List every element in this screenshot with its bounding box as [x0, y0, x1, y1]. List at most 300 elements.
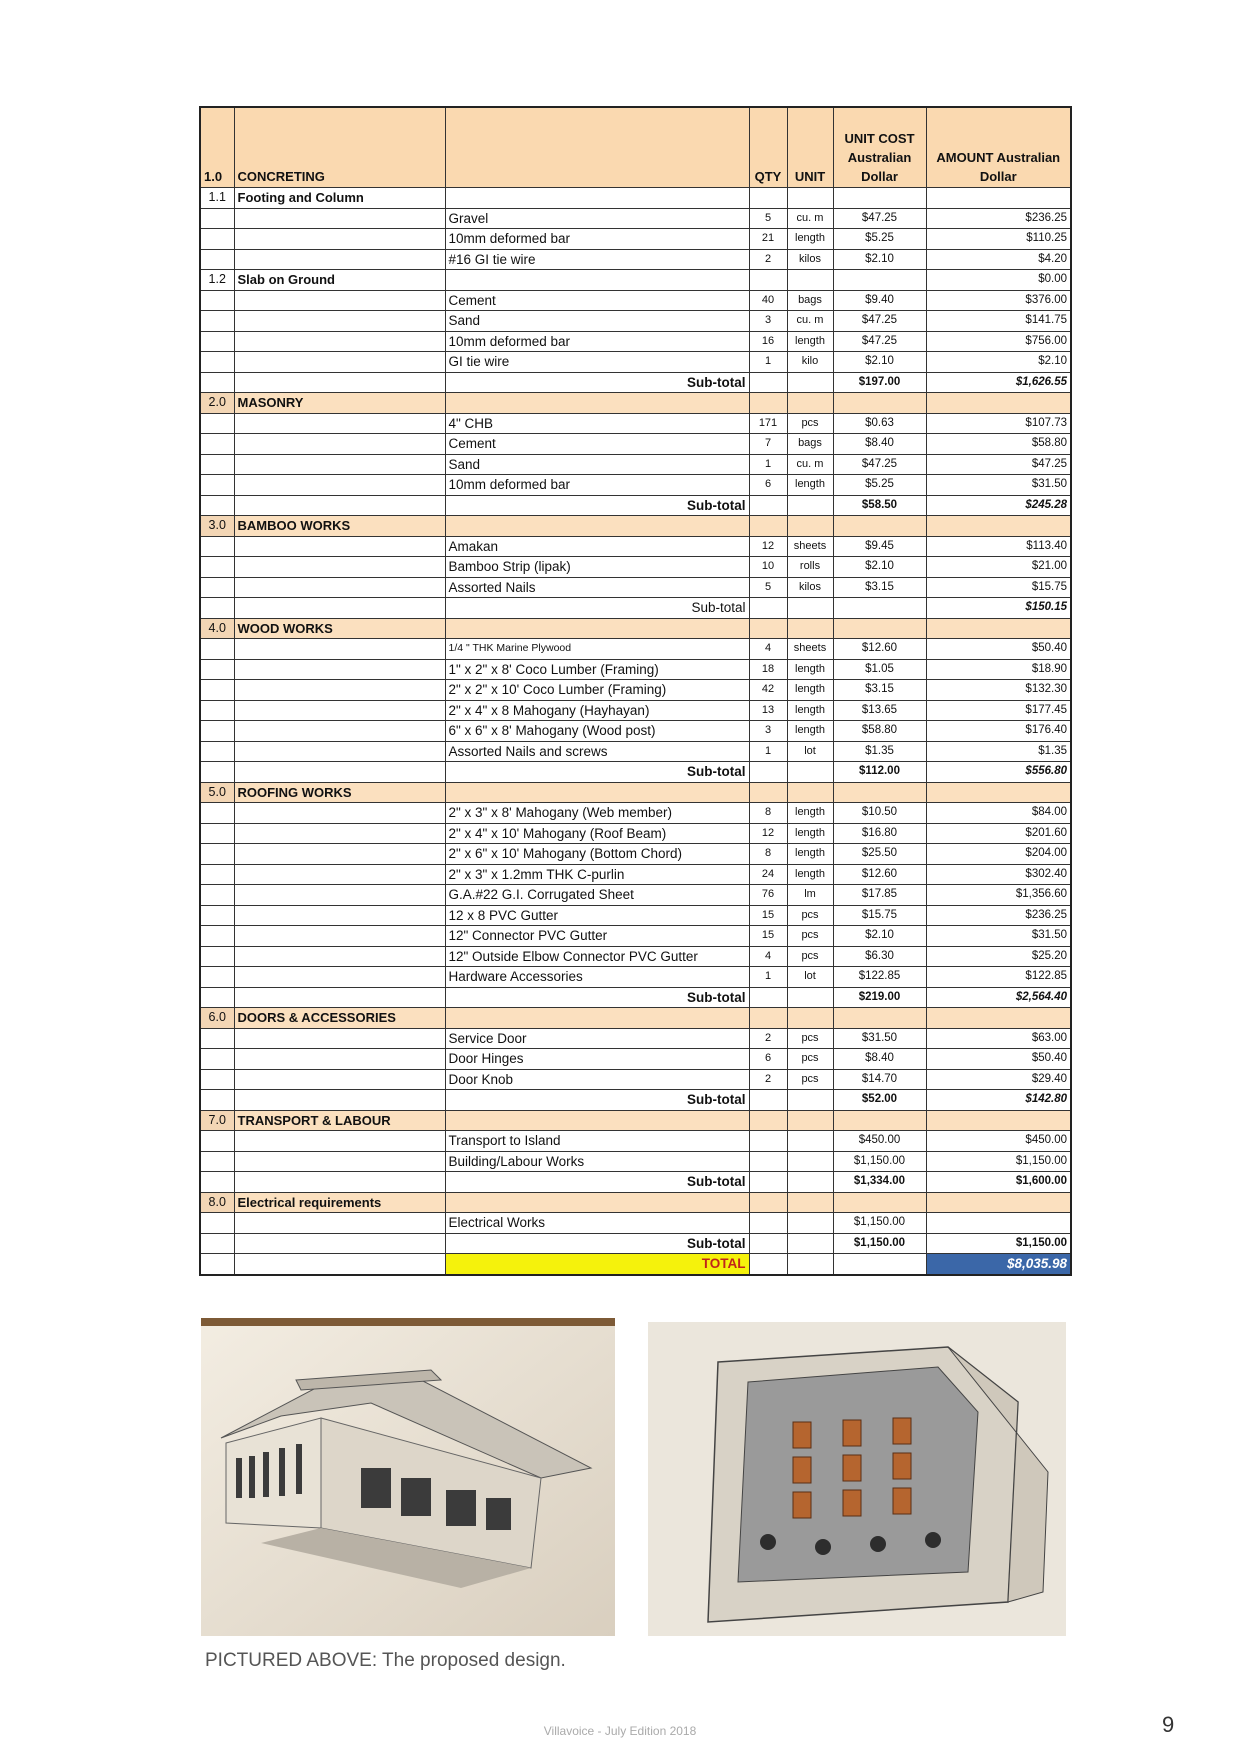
section-label: Footing and Column	[234, 188, 445, 209]
section-label	[234, 1090, 445, 1111]
item-amount: $122.85	[926, 967, 1071, 988]
subtotal-row	[200, 598, 1071, 619]
item-unit-cost	[833, 1254, 926, 1275]
item-amount: $25.20	[926, 946, 1071, 967]
section-label: Electrical requirements	[234, 1192, 445, 1213]
item-unit	[787, 1254, 833, 1275]
item-unit: pcs	[787, 413, 833, 434]
table-row	[200, 290, 1071, 311]
section-label: TRANSPORT & LABOUR	[234, 1110, 445, 1131]
item-unit: kilos	[787, 249, 833, 270]
table-row	[200, 844, 1071, 865]
exterior-render-photo	[201, 1318, 615, 1636]
item-description: Door Knob	[445, 1069, 749, 1090]
item-description: Bamboo Strip (lipak)	[445, 557, 749, 578]
table-row	[200, 659, 1071, 680]
item-qty: 5	[749, 577, 787, 598]
item-unit	[787, 1090, 833, 1111]
table-row	[200, 1028, 1071, 1049]
item-unit: pcs	[787, 946, 833, 967]
section-number	[200, 1069, 234, 1090]
subtotal-row	[200, 1233, 1071, 1254]
section-number	[200, 536, 234, 557]
item-description: Amakan	[445, 536, 749, 557]
unit-header: UNIT	[787, 107, 833, 188]
subtotal-amount: $1,626.55	[926, 372, 1071, 393]
item-unit: lot	[787, 967, 833, 988]
section-label: BAMBOO WORKS	[234, 516, 445, 537]
section-header-row	[200, 618, 1071, 639]
item-amount: $50.40	[926, 639, 1071, 660]
item-unit: length	[787, 721, 833, 742]
item-unit: length	[787, 864, 833, 885]
item-unit: kilos	[787, 577, 833, 598]
item-qty	[749, 1131, 787, 1152]
item-qty: 42	[749, 680, 787, 701]
item-description: 10mm deformed bar	[445, 331, 749, 352]
table-row	[200, 331, 1071, 352]
section-number: 8.0	[200, 1192, 234, 1213]
section-label	[234, 249, 445, 270]
item-description: GI tie wire	[445, 352, 749, 373]
section-number	[200, 823, 234, 844]
item-unit: length	[787, 229, 833, 250]
item-amount: $302.40	[926, 864, 1071, 885]
subtotal-unit-cost: $197.00	[833, 372, 926, 393]
item-unit-cost	[833, 188, 926, 209]
section-header-row	[200, 1192, 1071, 1213]
item-amount	[926, 393, 1071, 414]
section-label	[234, 536, 445, 557]
table-row	[200, 885, 1071, 906]
interior-plan-render-photo	[648, 1322, 1066, 1636]
section-header-row	[200, 516, 1071, 537]
item-unit	[787, 987, 833, 1008]
table-row	[200, 1131, 1071, 1152]
section-number	[200, 1172, 234, 1193]
item-qty: 21	[749, 229, 787, 250]
item-unit: length	[787, 700, 833, 721]
item-unit: rolls	[787, 557, 833, 578]
item-qty: 2	[749, 249, 787, 270]
item-description: 1" x 2" x 8' Coco Lumber (Framing)	[445, 659, 749, 680]
item-qty	[749, 782, 787, 803]
item-unit-cost: $47.25	[833, 331, 926, 352]
item-unit: length	[787, 475, 833, 496]
item-unit	[787, 1192, 833, 1213]
section-number	[200, 1028, 234, 1049]
item-unit	[787, 782, 833, 803]
item-unit: sheets	[787, 639, 833, 660]
section-label	[234, 1049, 445, 1070]
subtotal-row	[200, 372, 1071, 393]
item-unit-cost: $1,150.00	[833, 1213, 926, 1234]
item-amount: $31.50	[926, 926, 1071, 947]
item-amount: $176.40	[926, 721, 1071, 742]
subtotal-amount: $245.28	[926, 495, 1071, 516]
item-amount: $1,150.00	[926, 1151, 1071, 1172]
item-unit	[787, 1008, 833, 1029]
item-description: G.A.#22 G.I. Corrugated Sheet	[445, 885, 749, 906]
item-amount: $18.90	[926, 659, 1071, 680]
section-label	[234, 311, 445, 332]
section-number	[200, 229, 234, 250]
item-unit-cost: $25.50	[833, 844, 926, 865]
item-qty: 6	[749, 475, 787, 496]
item-description	[445, 782, 749, 803]
item-description: 12" Outside Elbow Connector PVC Gutter	[445, 946, 749, 967]
item-unit-cost: $2.10	[833, 926, 926, 947]
photo-caption: PICTURED ABOVE: The proposed design.	[205, 1650, 566, 1671]
item-unit-cost: $3.15	[833, 680, 926, 701]
item-qty	[749, 270, 787, 291]
item-unit-cost: $450.00	[833, 1131, 926, 1152]
section-label	[234, 290, 445, 311]
item-qty	[749, 618, 787, 639]
item-amount: $63.00	[926, 1028, 1071, 1049]
item-unit-cost: $0.63	[833, 413, 926, 434]
item-unit-cost: $8.40	[833, 1049, 926, 1070]
item-unit	[787, 598, 833, 619]
table-row	[200, 721, 1071, 742]
section-label	[234, 1213, 445, 1234]
item-unit-cost	[833, 1192, 926, 1213]
section-number: 3.0	[200, 516, 234, 537]
item-qty	[749, 1254, 787, 1275]
item-unit	[787, 188, 833, 209]
item-qty	[749, 762, 787, 783]
section-label: DOORS & ACCESSORIES	[234, 1008, 445, 1029]
item-description: Door Hinges	[445, 1049, 749, 1070]
item-amount: $113.40	[926, 536, 1071, 557]
item-description	[445, 618, 749, 639]
item-qty: 13	[749, 700, 787, 721]
item-amount	[926, 1008, 1071, 1029]
section-number	[200, 413, 234, 434]
table-row	[200, 311, 1071, 332]
item-qty: 10	[749, 557, 787, 578]
item-unit-cost: $9.40	[833, 290, 926, 311]
item-qty: 1	[749, 454, 787, 475]
subtotal-unit-cost: $1,150.00	[833, 1233, 926, 1254]
item-unit-cost: $47.25	[833, 454, 926, 475]
section-number	[200, 1049, 234, 1070]
section-label: WOOD WORKS	[234, 618, 445, 639]
table-row	[200, 864, 1071, 885]
section-number	[200, 311, 234, 332]
section-label	[234, 967, 445, 988]
table-row	[200, 1151, 1071, 1172]
item-unit-cost	[833, 782, 926, 803]
item-unit-cost: $16.80	[833, 823, 926, 844]
item-amount: $450.00	[926, 1131, 1071, 1152]
item-amount: $31.50	[926, 475, 1071, 496]
item-unit-cost: $58.80	[833, 721, 926, 742]
section-number	[200, 1254, 234, 1275]
item-unit-cost: $10.50	[833, 803, 926, 824]
item-description: Assorted Nails	[445, 577, 749, 598]
item-qty: 2	[749, 1028, 787, 1049]
section-label	[234, 823, 445, 844]
item-amount	[926, 1192, 1071, 1213]
item-unit-cost: $122.85	[833, 967, 926, 988]
item-qty: 5	[749, 208, 787, 229]
item-amount: $376.00	[926, 290, 1071, 311]
section-number	[200, 331, 234, 352]
section-number	[200, 557, 234, 578]
section-label	[234, 639, 445, 660]
item-description: Cement	[445, 434, 749, 455]
item-unit	[787, 1151, 833, 1172]
item-description: Sand	[445, 311, 749, 332]
description-header	[445, 107, 749, 188]
subsection-row	[200, 270, 1071, 291]
subsection-row	[200, 188, 1071, 209]
item-amount: $141.75	[926, 311, 1071, 332]
section-number	[200, 577, 234, 598]
item-qty: 8	[749, 844, 787, 865]
item-unit-cost: $2.10	[833, 249, 926, 270]
item-description: Transport to Island	[445, 1131, 749, 1152]
section-number	[200, 598, 234, 619]
item-amount: $84.00	[926, 803, 1071, 824]
section-number	[200, 967, 234, 988]
section-label	[234, 864, 445, 885]
item-qty: 4	[749, 946, 787, 967]
subtotal-label: Sub-total	[445, 1233, 749, 1254]
item-description: 2" x 6" x 10' Mahogany (Bottom Chord)	[445, 844, 749, 865]
item-description: 2" x 3" x 1.2mm THK C-purlin	[445, 864, 749, 885]
item-qty	[749, 1110, 787, 1131]
item-amount: $756.00	[926, 331, 1071, 352]
item-description: Gravel	[445, 208, 749, 229]
subtotal-amount: $142.80	[926, 1090, 1071, 1111]
section-label	[234, 1069, 445, 1090]
item-unit-cost: $12.60	[833, 639, 926, 660]
section-number	[200, 1233, 234, 1254]
section-number	[200, 905, 234, 926]
section-number	[200, 434, 234, 455]
section-label	[234, 1172, 445, 1193]
item-description	[445, 516, 749, 537]
section-header-row	[200, 1110, 1071, 1131]
section-label	[234, 1151, 445, 1172]
total-row	[200, 1254, 1071, 1275]
item-unit-cost: $13.65	[833, 700, 926, 721]
item-unit: length	[787, 659, 833, 680]
bill-of-quantities-table	[199, 106, 1072, 1276]
item-amount: $15.75	[926, 577, 1071, 598]
item-qty	[749, 1090, 787, 1111]
item-amount: $47.25	[926, 454, 1071, 475]
item-qty: 6	[749, 1049, 787, 1070]
section-number	[200, 1151, 234, 1172]
item-amount: $21.00	[926, 557, 1071, 578]
section-number	[200, 372, 234, 393]
section-label	[234, 372, 445, 393]
item-unit: pcs	[787, 1049, 833, 1070]
section-label	[234, 331, 445, 352]
item-unit: length	[787, 680, 833, 701]
item-amount: $50.40	[926, 1049, 1071, 1070]
item-amount: $204.00	[926, 844, 1071, 865]
item-description	[445, 1110, 749, 1131]
section-label	[234, 1254, 445, 1275]
item-description	[445, 270, 749, 291]
item-unit-cost: $1.05	[833, 659, 926, 680]
item-description: 2" x 3" x 8' Mahogany (Web member)	[445, 803, 749, 824]
table-row	[200, 823, 1071, 844]
section-number	[200, 864, 234, 885]
section-number	[200, 352, 234, 373]
section-number	[200, 946, 234, 967]
item-unit: cu. m	[787, 208, 833, 229]
section-header-row	[200, 1008, 1071, 1029]
section-number	[200, 680, 234, 701]
section-label	[234, 946, 445, 967]
table-row	[200, 967, 1071, 988]
item-description: Building/Labour Works	[445, 1151, 749, 1172]
item-qty	[749, 188, 787, 209]
item-unit-cost: $6.30	[833, 946, 926, 967]
section-label	[234, 413, 445, 434]
item-description: Assorted Nails and screws	[445, 741, 749, 762]
section-label	[234, 1028, 445, 1049]
section-label: Slab on Ground	[234, 270, 445, 291]
item-amount: $4.20	[926, 249, 1071, 270]
item-unit: length	[787, 823, 833, 844]
subtotal-unit-cost: $52.00	[833, 1090, 926, 1111]
item-amount: $132.30	[926, 680, 1071, 701]
item-unit	[787, 1233, 833, 1254]
section-number: 1.1	[200, 188, 234, 209]
subtotal-label: Sub-total	[445, 598, 749, 619]
section-label	[234, 1131, 445, 1152]
section-number	[200, 741, 234, 762]
section-number	[200, 803, 234, 824]
section-number	[200, 844, 234, 865]
item-unit: pcs	[787, 926, 833, 947]
item-unit	[787, 495, 833, 516]
table-row	[200, 680, 1071, 701]
item-unit-cost: $17.85	[833, 885, 926, 906]
subtotal-amount: $2,564.40	[926, 987, 1071, 1008]
section-label	[234, 762, 445, 783]
subtotal-unit-cost	[833, 598, 926, 619]
item-unit-cost: $1.35	[833, 741, 926, 762]
item-qty	[749, 598, 787, 619]
item-description: 10mm deformed bar	[445, 475, 749, 496]
item-qty: 15	[749, 905, 787, 926]
item-unit	[787, 762, 833, 783]
item-qty	[749, 1192, 787, 1213]
table-row	[200, 475, 1071, 496]
subtotal-amount: $1,150.00	[926, 1233, 1071, 1254]
item-description: 12" Connector PVC Gutter	[445, 926, 749, 947]
subtotal-label: Sub-total	[445, 987, 749, 1008]
item-unit-cost: $5.25	[833, 475, 926, 496]
section-number	[200, 249, 234, 270]
item-unit	[787, 1131, 833, 1152]
item-unit	[787, 372, 833, 393]
section-label	[234, 495, 445, 516]
section-number	[200, 885, 234, 906]
amount-header: AMOUNT Australian Dollar	[926, 107, 1071, 188]
table-row	[200, 557, 1071, 578]
item-unit-cost: $12.60	[833, 864, 926, 885]
total-label: TOTAL	[445, 1254, 749, 1275]
section-label	[234, 803, 445, 824]
item-qty: 3	[749, 311, 787, 332]
item-amount	[926, 188, 1071, 209]
table-row	[200, 352, 1071, 373]
item-unit-cost: $2.10	[833, 352, 926, 373]
item-unit: bags	[787, 290, 833, 311]
section-number: 4.0	[200, 618, 234, 639]
item-qty: 18	[749, 659, 787, 680]
section-label	[234, 475, 445, 496]
section-label	[234, 598, 445, 619]
item-unit	[787, 1172, 833, 1193]
item-description: Service Door	[445, 1028, 749, 1049]
table-row	[200, 434, 1071, 455]
item-unit-cost	[833, 516, 926, 537]
table-row	[200, 1049, 1071, 1070]
item-unit	[787, 1213, 833, 1234]
section-number	[200, 1213, 234, 1234]
item-amount: $1.35	[926, 741, 1071, 762]
section-number	[200, 1090, 234, 1111]
footer-edition: Villavoice - July Edition 2018	[543, 1724, 697, 1738]
item-unit: pcs	[787, 1069, 833, 1090]
item-amount: $201.60	[926, 823, 1071, 844]
section-label	[234, 844, 445, 865]
item-amount	[926, 1213, 1071, 1234]
table-row	[200, 577, 1071, 598]
table-row	[200, 926, 1071, 947]
section-label	[234, 885, 445, 906]
item-unit: pcs	[787, 905, 833, 926]
item-unit: sheets	[787, 536, 833, 557]
item-qty	[749, 1172, 787, 1193]
subtotal-label: Sub-total	[445, 762, 749, 783]
item-unit: lot	[787, 741, 833, 762]
item-description: Hardware Accessories	[445, 967, 749, 988]
total-amount: $8,035.98	[926, 1254, 1071, 1275]
item-description: 1/4 " THK Marine Plywood	[445, 639, 749, 660]
item-unit: bags	[787, 434, 833, 455]
item-description: Sand	[445, 454, 749, 475]
item-qty	[749, 1213, 787, 1234]
item-amount	[926, 516, 1071, 537]
qty-header: QTY	[749, 107, 787, 188]
item-unit-cost: $8.40	[833, 434, 926, 455]
section-number	[200, 475, 234, 496]
item-unit	[787, 618, 833, 639]
item-unit: cu. m	[787, 454, 833, 475]
section-number: 5.0	[200, 782, 234, 803]
item-unit: lm	[787, 885, 833, 906]
item-qty	[749, 1151, 787, 1172]
subtotal-row	[200, 987, 1071, 1008]
table-row	[200, 1213, 1071, 1234]
item-amount: $236.25	[926, 905, 1071, 926]
item-qty	[749, 393, 787, 414]
item-qty	[749, 516, 787, 537]
item-unit-cost	[833, 393, 926, 414]
section-label	[234, 434, 445, 455]
section-label	[234, 229, 445, 250]
